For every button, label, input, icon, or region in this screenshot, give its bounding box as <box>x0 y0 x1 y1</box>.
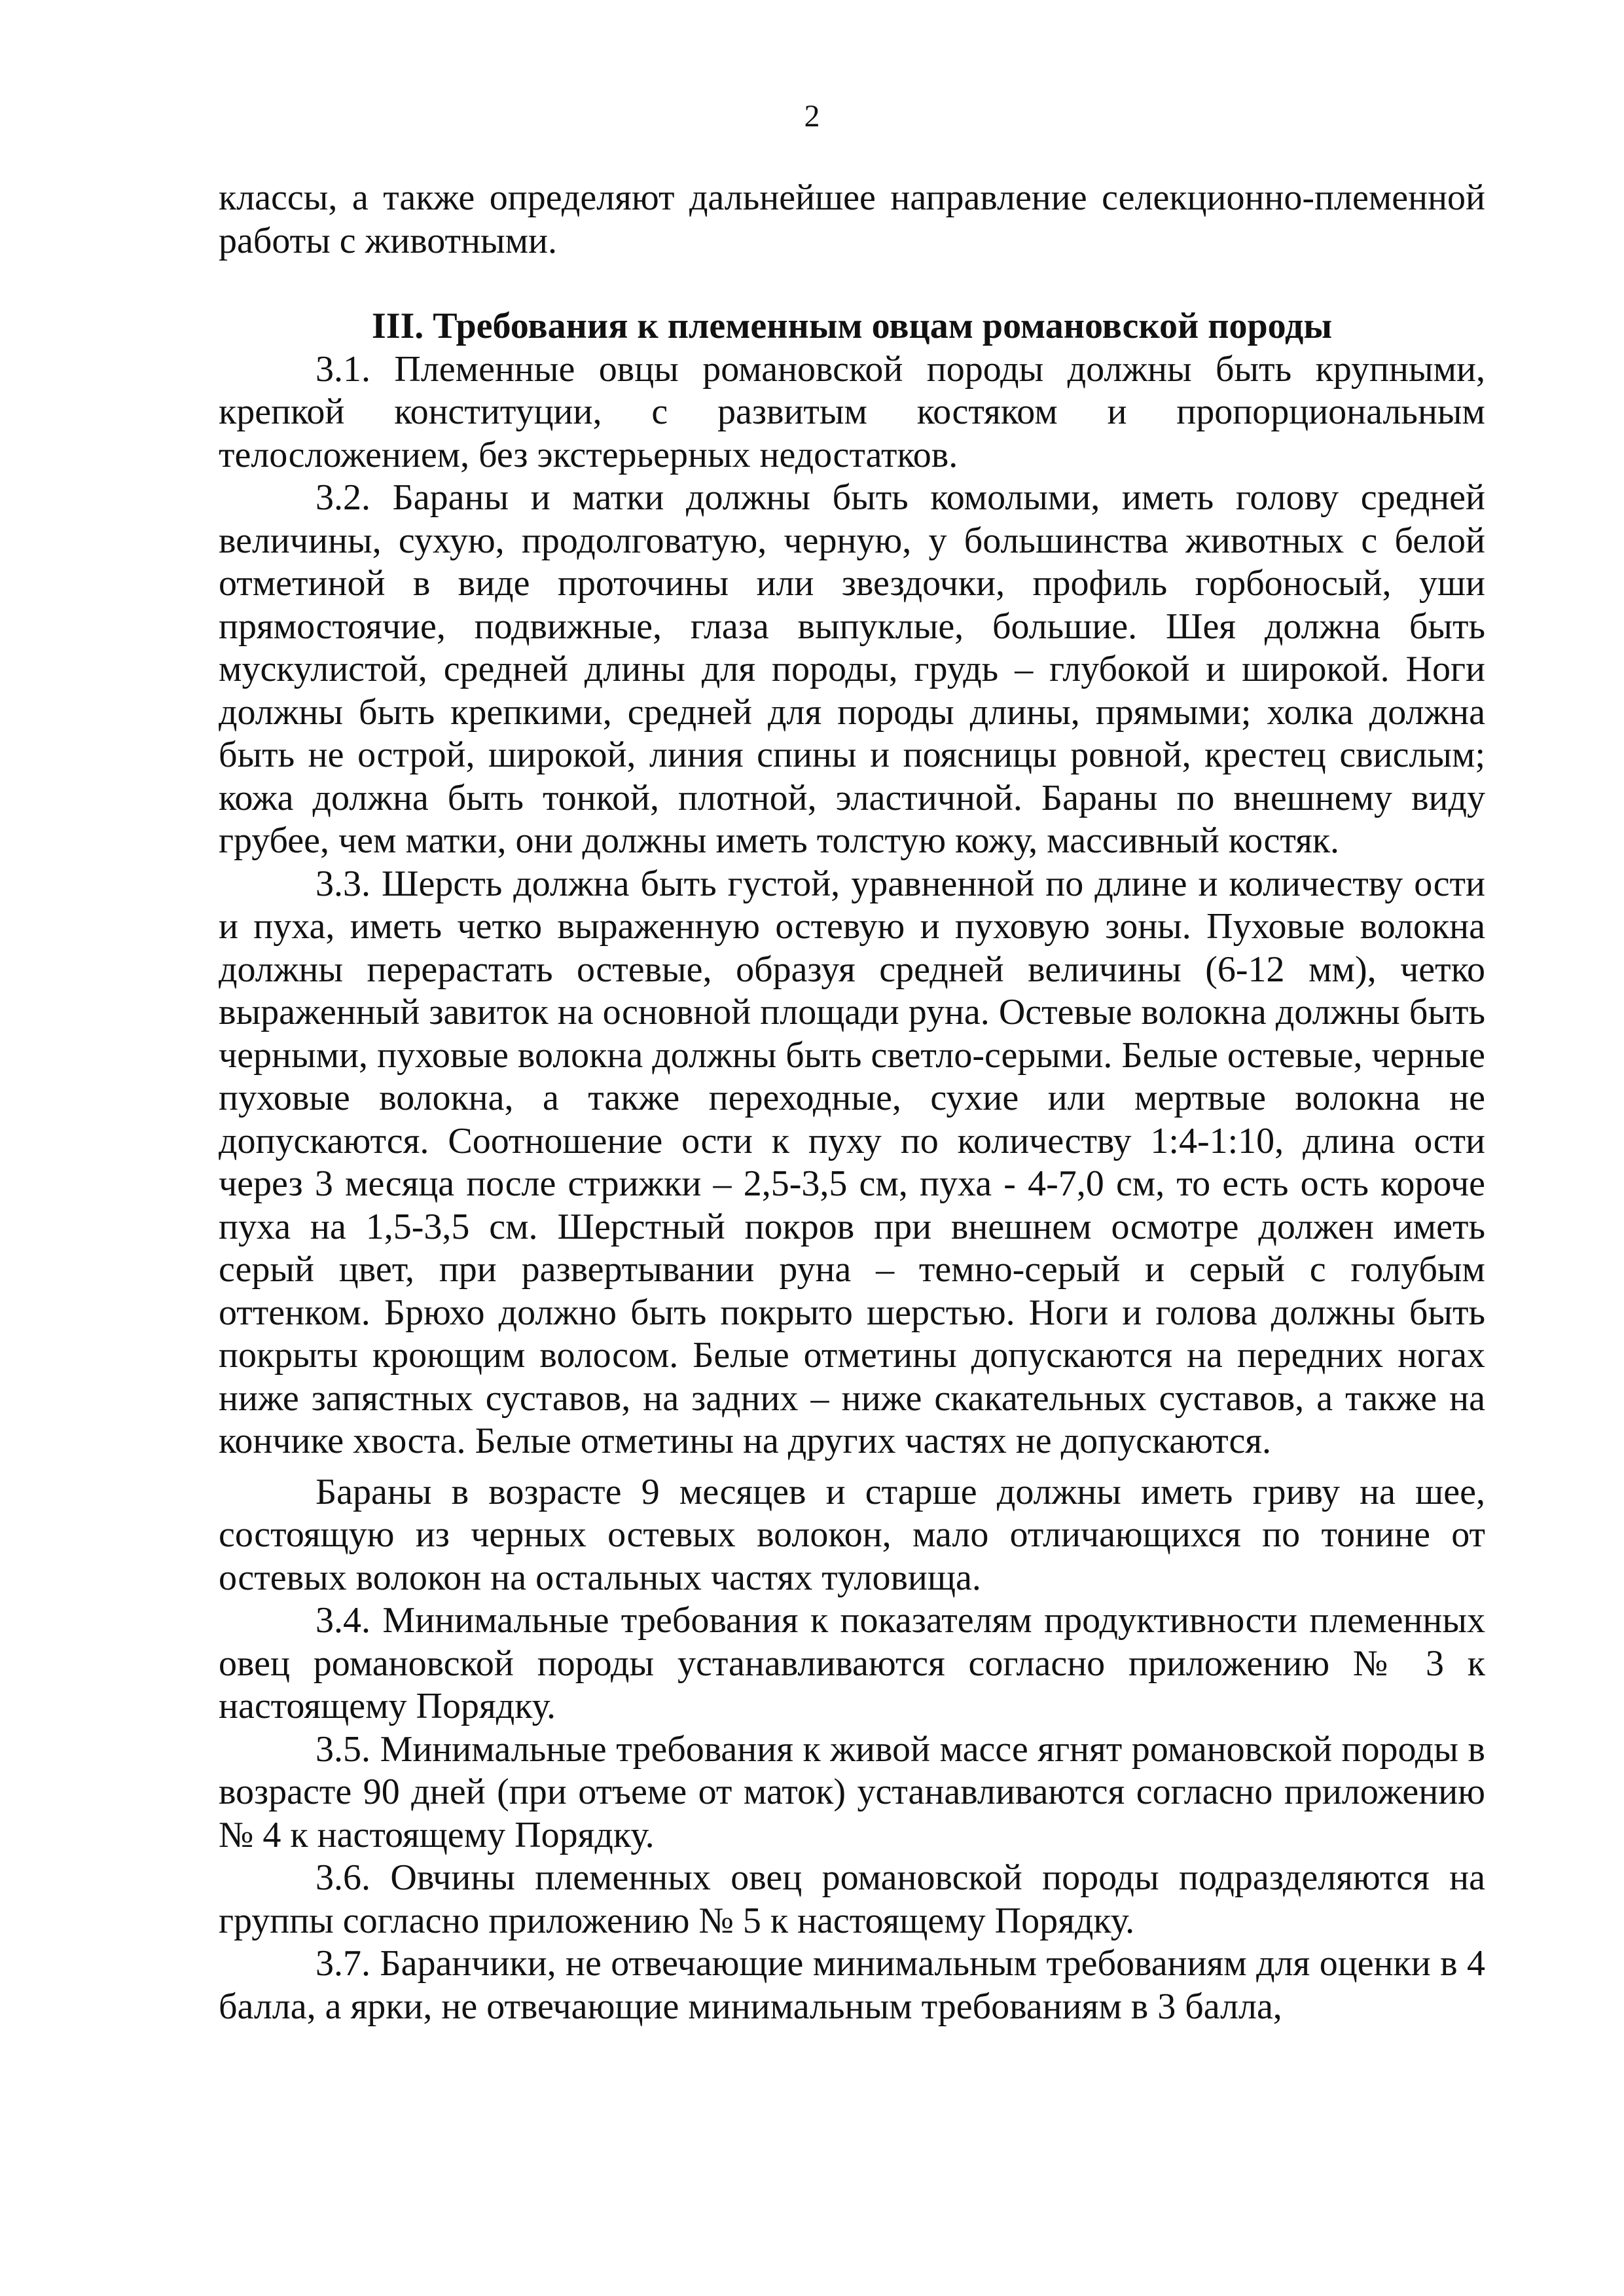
continuation-paragraph: классы, а также определяют дальнейшее направление селекционно-племенной работы с животными. <box>219 177 1485 261</box>
page-number: 2 <box>804 99 820 134</box>
paragraph-3-5: 3.5. Минимальные требования к живой массе ягнят романовской породы в возрасте 90 дней (при отъеме от маток) устанавливаются согласно приложению № 4 к настоящему Порядку. <box>219 1728 1485 1855</box>
document-body <box>219 177 1485 2028</box>
paragraph-3-7: 3.7. Баранчики, не отвечающие минимальным требованиям для оценки в 4 балла, а ярки, не отвечающие минимальным требованиям в 3 балла, <box>219 1943 1485 2027</box>
paragraph-3-2: 3.2. Бараны и матки должны быть комолыми, иметь голову средней величины, сухую, продолговатую, черную, у большинства животных с белой отметиной в виде проточины или звездочки, профиль горбоносый, уши прямостоячие, подвижные, глаза выпуклые, большие. Шея должна быть мускулистой, средней длины для породы, грудь – глубокой и широкой. Ноги должны быть крепкими, средней для породы длины, прямыми; холка должна быть не острой, широкой, линия спины и поясницы ровной, крестец свислым; кожа должна быть тонкой, плотной, эластичной. Бараны по внешнему виду грубее, чем матки, они должны иметь толстую кожу, массивный костяк. <box>219 477 1485 861</box>
paragraph-3-4: 3.4. Минимальные требования к показателям продуктивности племенных овец романовской породы устанавливаются согласно приложению № 3 к настоящему Порядку. <box>219 1600 1485 1726</box>
paragraph-spacer <box>219 1463 1485 1471</box>
paragraph-mane: Бараны в возрасте 9 месяцев и старше должны иметь гриву на шее, состоящую из черных остевых волокон, мало отличающихся по тонине от остевых волокон на остальных частях туловища. <box>219 1471 1485 1598</box>
paragraph-3-3: 3.3. Шерсть должна быть густой, уравненной по длине и количеству ости и пуха, иметь четко выраженную остевую и пуховую зоны. Пуховые волокна должны перерастать остевые, образуя средней величины (6-12 мм), четко выраженный завиток на основной площади руна. Остевые волокна должны быть черными, пуховые волокна должны быть светло-серыми. Белые остевые, черные пуховые волокна, а также переходные, сухие или мертвые волокна не допускаются. Соотношение ости к пуху по количеству 1:4-1:10, длина ости через 3 месяца после стрижки – 2,5-3,5 см, пуха - 4-7,0 см, то есть ость короче пуха на 1,5-3,5 см. Шерстный покров при внешнем осмотре должен иметь серый цвет, при развертывании руна – темно-серый и серый с голубым оттенком. Брюхо должно быть покрыто шерстью. Ноги и голова должны быть покрыты кроющим волосом. Белые отметины допускаются на передних ногах ниже запястных суставов, на задних – ниже скакательных суставов, а также на кончике хвоста. Белые отметины на других частях не допускаются. <box>219 863 1485 1461</box>
paragraph-3-6: 3.6. Овчины племенных овец романовской породы подразделяются на группы согласно приложению № 5 к настоящему Порядку. <box>219 1857 1485 1941</box>
paragraph-3-1: 3.1. Племенные овцы романовской породы должны быть крупными, крепкой конституции, с развитым костяком и пропорциональным телосложением, без экстерьерных недостатков. <box>219 348 1485 475</box>
section-heading: III. Требования к племенным овцам романовской породы <box>371 306 1333 346</box>
